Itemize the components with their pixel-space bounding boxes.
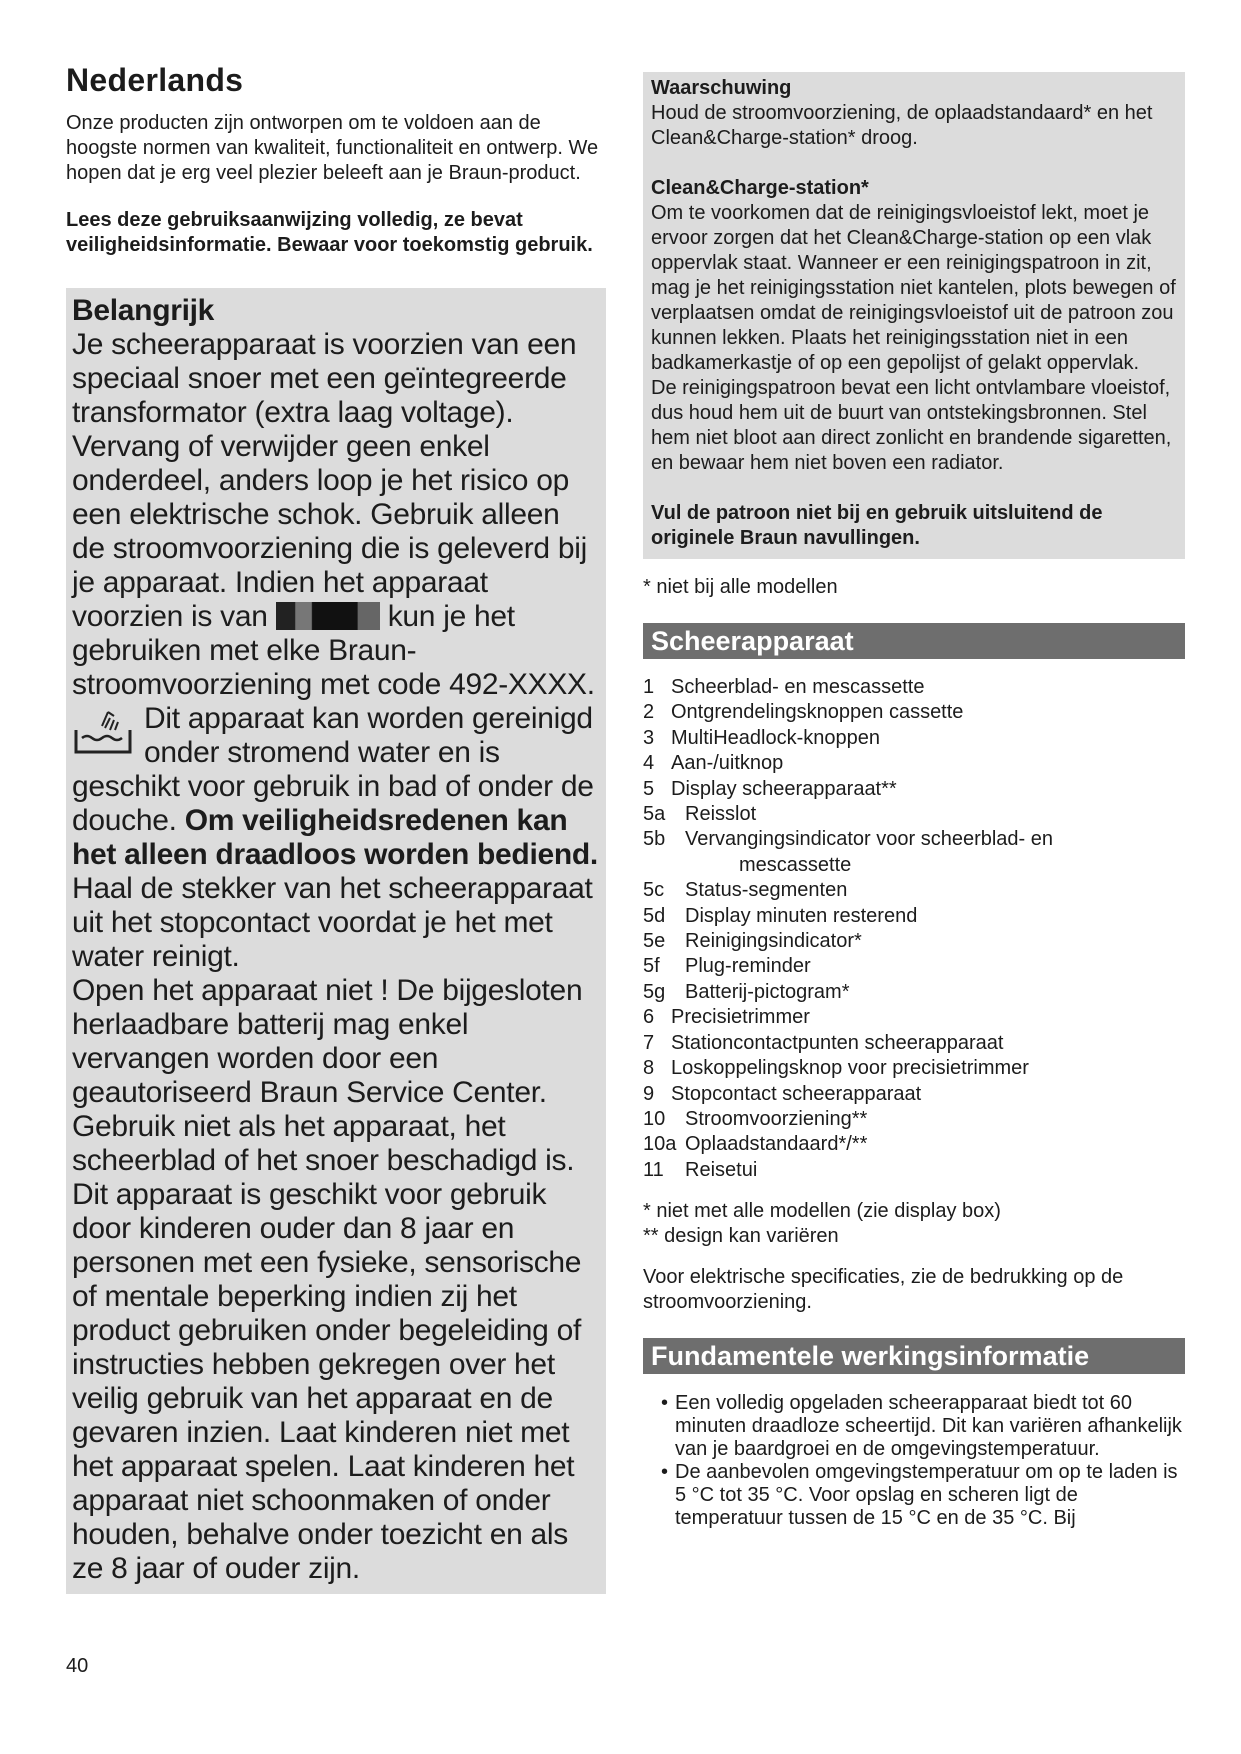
list-item-text: mescassette — [739, 853, 852, 876]
list-item-text: Precisietrimmer — [671, 1006, 810, 1029]
important-p2-bold: Om veiligheidsredenen kan het alleen draadloos worden bediend. — [72, 804, 598, 871]
bullet-dot: • — [661, 1392, 669, 1415]
list-item — [643, 1158, 1185, 1183]
list-item — [643, 1056, 1185, 1081]
list-item-number: 3 — [643, 726, 655, 749]
station-paragraph-1: Om te voorkomen dat de reinigingsvloeistof lekt, moet je ervoor zorgen dat het Clean&Charge-station op een vlak oppervlak staat. Wanneer er een reinigingspatroon in zit, mag je het reinigingsstation niet kantelen, plots bewegen of verplaatsen omdat de reinigingsvloeistof uit de patroon zou kunnen lekken. Plaats het reinigingsstation niet in een badkamerkastje of op een gepolijst of gelakt oppervlak. — [651, 202, 1176, 374]
list-item — [643, 1005, 1185, 1030]
list-item-number: 5b — [643, 828, 666, 851]
bullet-text: Een volledig opgeladen scheerapparaat biedt tot 60 minuten draadloze scheertijd. Dit kan variëren afhankelijk van je baardgroei en de omgevingstemperatuur. — [675, 1392, 1182, 1461]
list-item-number: 5 — [643, 777, 655, 800]
list-item-number: 7 — [643, 1031, 655, 1054]
important-paragraph-4: Dit apparaat is geschikt voor gebruik door kinderen ouder dan 8 jaar en personen met een fysieke, sensorische of mentale beperking indien zij het product gebruiken onder begeleiding of instructies hebben gekregen over het veilig gebruik van het apparaat en de gevaren inzien. Laat kinderen niet met het apparaat spelen. Laat kinderen het apparaat niet schoonmaken of onder houden, behalve onder toezicht en als ze 8 jaar of ouder zijn. — [72, 1178, 582, 1585]
list-item-text: Reisslot — [685, 803, 757, 826]
important-paragraph-2 — [72, 702, 600, 974]
water-cleaning-icon — [72, 708, 134, 756]
refill-note: Vul de patroon niet bij en gebruik uitsluitend de originele Braun navullingen. — [651, 502, 1103, 549]
list-item-text: Plug-reminder — [685, 955, 811, 978]
parts-footnotes — [643, 1199, 1185, 1249]
list-item-number: 10 — [643, 1107, 666, 1130]
footnote-models: * niet bij alle modellen — [643, 576, 838, 598]
list-item — [643, 1107, 1185, 1132]
list-item-text: Oplaadstandaard*/** — [685, 1133, 868, 1156]
list-item — [643, 1132, 1185, 1157]
parts-list — [643, 675, 1185, 1183]
list-item — [643, 726, 1185, 751]
list-item-number — [643, 853, 739, 878]
list-item-text: Vervangingsindicator voor scheerblad- en — [685, 828, 1053, 851]
page-number: 40 — [66, 1655, 89, 1677]
list-item-number: 6 — [643, 1006, 655, 1029]
section-title-basics: Fundamentele werkingsinformatie — [643, 1338, 1185, 1374]
list-item — [643, 700, 1185, 725]
list-item-text: Reinigingsindicator* — [685, 930, 862, 953]
list-item — [643, 878, 1185, 903]
bullet-text: De aanbevolen omgevingstemperatuur om op te laden is 5 °C tot 35 °C. Voor opslag en scheren ligt de temperatuur tussen de 15 °C en de 35 °C. Bij — [675, 1461, 1178, 1530]
warning-box — [643, 72, 1185, 559]
list-item-text: Reisetui — [685, 1158, 758, 1181]
important-paragraph-1 — [72, 328, 600, 702]
electrical-specs-note: Voor elektrische specificaties, zie de bedrukking op de stroomvoorziening. — [643, 1266, 1124, 1314]
list-item — [643, 802, 1185, 827]
list-item — [643, 675, 1185, 700]
list-item-text: Loskoppelingsknop voor precisietrimmer — [671, 1057, 1029, 1080]
bullet-item — [661, 1461, 1185, 1530]
bullet-list — [643, 1392, 1185, 1530]
list-item-number: 4 — [643, 752, 655, 775]
list-item-text: Stroomvoorziening** — [685, 1107, 868, 1130]
important-p1-text-after: kun je het gebruiken met elke Braun-stroomvoorziening met code 492-XXXX. — [72, 600, 595, 701]
list-item — [643, 1082, 1185, 1107]
redacted-marking — [276, 602, 380, 630]
list-item — [643, 751, 1185, 776]
list-item-text: Ontgrendelingsknoppen cassette — [671, 701, 964, 724]
list-item — [643, 853, 1185, 878]
warning-text: Houd de stroomvoorziening, de oplaadstandaard* en het Clean&Charge-station* droog. — [651, 102, 1153, 149]
list-item-text: Status-segmenten — [685, 879, 848, 902]
list-item — [643, 1031, 1185, 1056]
list-item-number: 1 — [643, 676, 655, 698]
section-title-shaver: Scheerapparaat — [643, 623, 1185, 659]
list-item-number: 11 — [643, 1158, 664, 1181]
left-column — [66, 62, 606, 1594]
list-item — [643, 929, 1185, 954]
list-item-text: MultiHeadlock-knoppen — [671, 726, 881, 749]
important-p2-after: Haal de stekker van het scheerapparaat uit het stopcontact voordat je het met water reinigt. — [72, 872, 593, 973]
important-p1-text: Je scheerapparaat is voorzien van een speciaal snoer met een geïntegreerde transformator (extra laag voltage). Vervang of verwijder geen enkel onderdeel, anders loop je het risico op een elektrische schok. Gebruik alleen de stroomvoorziening die is geleverd bij je apparaat. Indien het apparaat voorzien is van — [72, 328, 587, 633]
station-paragraph-2: De reinigingspatroon bevat een licht ontvlambare vloeistof, dus houd hem uit de buurt van ontstekingsbronnen. Stel hem niet bloot aan direct zonlicht en brandende sigaretten, en bewaar hem niet boven een radiator. — [651, 377, 1172, 474]
list-item — [643, 904, 1185, 929]
list-item-number: 9 — [643, 1082, 655, 1105]
list-item-number: 5f — [643, 955, 660, 978]
list-item-number: 5a — [643, 803, 666, 826]
important-paragraph-3: Open het apparaat niet ! De bijgesloten herlaadbare batterij mag enkel vervangen worden door een geautoriseerd Braun Service Center. Gebruik niet als het apparaat, het scheerblad of het snoer beschadigd is. — [72, 974, 583, 1177]
list-item-text: Stopcontact scheerapparaat — [671, 1082, 922, 1105]
list-item-text: Scheerblad- en mescassette — [671, 676, 925, 698]
intro-paragraph: Onze producten zijn ontworpen om te voldoen aan de hoogste normen van kwaliteit, functionaliteit en ontwerp. We hopen dat je erg veel plezier beleeft aan je Braun-product. — [66, 112, 599, 184]
list-item-number: 5c — [643, 879, 665, 902]
list-item-number: 10a — [643, 1133, 677, 1156]
right-column — [643, 72, 1185, 1530]
list-item — [643, 954, 1185, 979]
list-item — [643, 980, 1185, 1005]
list-item-text: Stationcontactpunten scheerapparaat — [671, 1031, 1004, 1054]
list-item-number: 2 — [643, 701, 655, 724]
list-item — [643, 777, 1185, 802]
important-box — [66, 288, 606, 1594]
list-item-number: 5g — [643, 980, 666, 1003]
list-item-number: 5e — [643, 930, 666, 953]
list-item-text: Batterij-pictogram* — [685, 980, 850, 1003]
important-p2-text: Dit apparaat kan worden gereinigd onder stromend water en is geschikt voor gebruik in bad of onder de douche. — [72, 702, 594, 837]
list-item-text: Display minuten resterend — [685, 904, 918, 927]
footnote-display-box: * niet met alle modellen (zie display box) — [643, 1200, 1001, 1223]
intro-bold-paragraph: Lees deze gebruiksaanwijzing volledig, ze bevat veiligheidsinformatie. Bewaar voor toekomstig gebruik. — [66, 209, 593, 256]
language-heading: Nederlands — [66, 62, 244, 98]
footnote-design: ** design kan variëren — [643, 1225, 839, 1248]
list-item-number: 8 — [643, 1057, 655, 1080]
warning-title: Waarschuwing — [651, 77, 792, 99]
important-title: Belangrijk — [72, 294, 215, 327]
list-item-number: 5d — [643, 904, 666, 927]
bullet-item — [661, 1392, 1185, 1461]
bullet-dot: • — [661, 1461, 669, 1484]
list-item-text: Display scheerapparaat** — [671, 777, 897, 800]
list-item — [643, 827, 1185, 852]
list-item-text: Aan-/uitknop — [671, 752, 784, 775]
station-title: Clean&Charge-station* — [651, 177, 869, 199]
